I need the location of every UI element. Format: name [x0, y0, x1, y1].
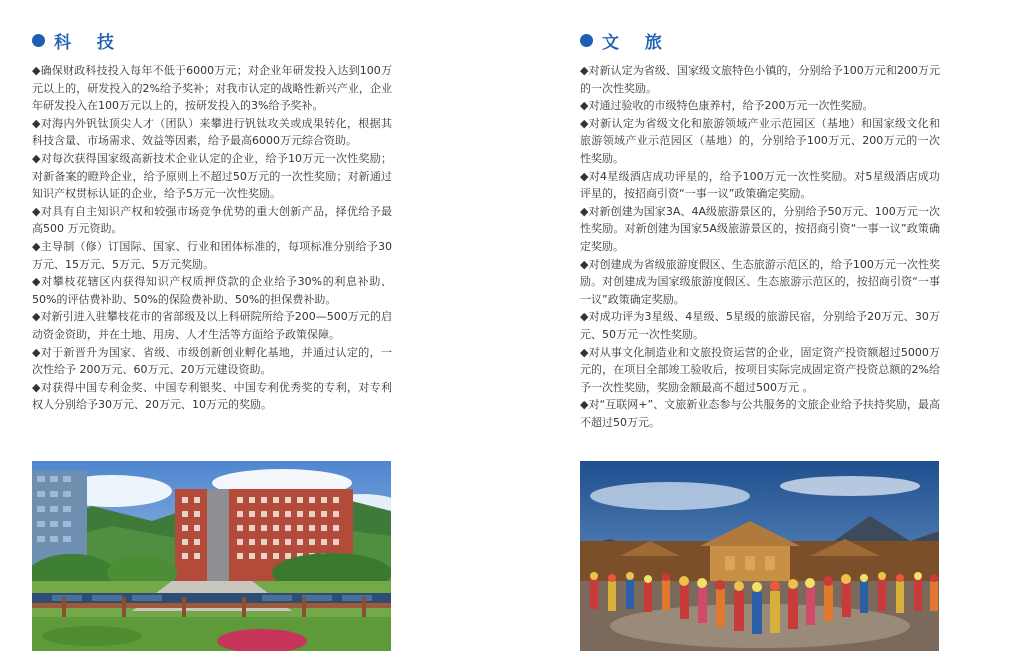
policy-item: ◆对新认定为省级、国家级文旅特色小镇的，分别给予100万元和200万元的一次性奖励。: [580, 64, 940, 95]
culture-tourism-heading: [580, 28, 672, 53]
policy-item: ◆对4星级酒店成功评星的，给予100万元一次性奖励。对5星级酒店成功评星的，按招商引资“一事一议”政策确定奖励。: [580, 169, 940, 201]
policy-item: ◆对从事文化制造业和文旅投资运营的企业，固定资产投资额超过5000万元的，在项目全部竣工验收后，按项目实际完成固定资产投资总额的2%给予一次性奖励，奖励金额最高不超过500万元 。: [580, 345, 940, 394]
policy-item: ◆对新引进入驻攀枝花市的省部级及以上科研院所给予200—500万元的启动资金资助，并在土地、用房、人才生活等方面给予政策保障。: [32, 310, 392, 341]
policy-item: ◆对海内外钒钛顶尖人才（团队）来攀进行钒钛攻关或成果转化，根据其科技含量、市场需求、效益等因素，给予最高6000万元综合资助。: [32, 116, 392, 148]
tech-policy-list: [32, 62, 392, 414]
policy-item: ◆对新创建为国家3A、4A级旅游景区的，分别给予50万元、100万元一次性奖励。对新创建为国家5A级旅游景区的，按招商引资“一事一议”政策确定奖励。: [580, 204, 940, 253]
policy-item: ◆对“互联网+”、文旅新业态参与公共服务的文旅企业给予扶持奖励，最高不超过50万元。: [580, 398, 940, 429]
policy-item: ◆对成功评为3星级、4星级、5星级的旅游民宿，分别给予20万元、30万元、50万元一次性奖励。: [580, 310, 940, 341]
policy-item: ◆对攀枝花辖区内获得知识产权质押贷款的企业给予30%的利息补助、50%的评估费补助、50%的保险费补助、50%的担保费补助。: [32, 275, 392, 306]
policy-item: ◆对通过验收的市级特色康养村，给予200万元一次性奖励。: [580, 99, 874, 113]
bullet-dot-icon: [32, 34, 45, 47]
policy-item: ◆对创建成为省级旅游度假区、生态旅游示范区的，给予100万元一次性奖励。对创建成为国家级旅游度假区、生态旅游示范区的，按招商引资“一事一议”政策确定奖励。: [580, 257, 940, 306]
policy-item: ◆对具有自主知识产权和较强市场竞争优势的重大创新产品，择优给予最高500 万元资助。: [32, 204, 392, 236]
policy-item: ◆对于新晋升为国家、省级、市级创新创业孵化基地，并通过认定的，一次性给予 200万元、60万元、20万元建设资助。: [32, 345, 392, 377]
policy-item: ◆对获得中国专利金奖、中国专利银奖、中国专利优秀奖的专利，对专利权人分别给予30万元、20万元、10万元的奖励。: [32, 380, 392, 412]
tech-heading: [32, 28, 124, 53]
policy-item: ◆对每次获得国家级高新技术企业认定的企业，给予10万元一次性奖励；对新备案的瞪羚企业，给予原则上不超过50万元的一次性奖励；对新通过知识产权贯标认证的企业，给予5万元一次性奖励。: [32, 151, 392, 201]
research-building-photo: [32, 461, 391, 651]
culture-tourism-heading-text: 文 旅: [602, 33, 672, 53]
policy-item: ◆对新认定为省级文化和旅游领域产业示范园区（基地）和国家级文化和旅游领域产业示范园区（基地）的，分别给予100万元、200万元的一次性奖励。: [580, 116, 940, 165]
bullet-dot-icon: [580, 34, 593, 47]
folk-festival-photo: [580, 461, 939, 651]
policy-item: ◆确保财政科技投入每年不低于6000万元；对企业年研发投入达到100万元以上的，研发投入的2%给予奖补；对我市认定的战略性新兴产业，企业年研发投入在100万元以上的，按研发投入的3%给予奖补。: [32, 64, 392, 113]
culture-tourism-policy-list: [580, 62, 940, 431]
tech-heading-text: 科 技: [54, 33, 124, 53]
policy-item: ◆主导制（修）订国际、国家、行业和团体标准的，每项标准分别给予30万元、15万元、5万元、5万元奖励。: [32, 239, 392, 271]
